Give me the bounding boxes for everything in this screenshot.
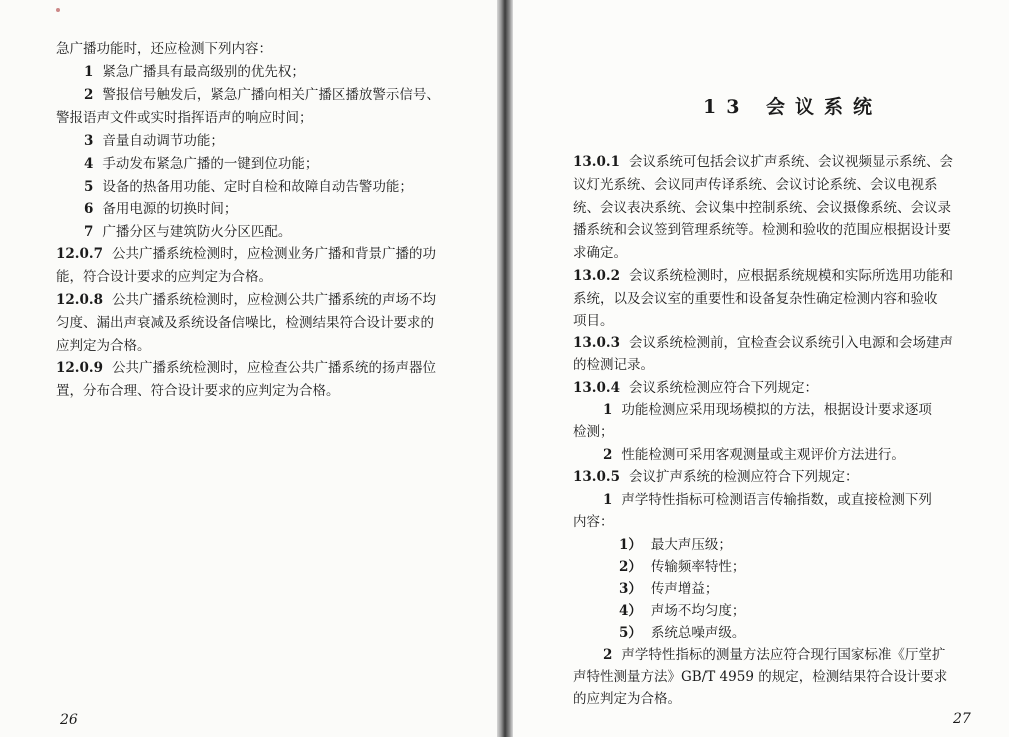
text-line: 议灯光系统、会议同声传译系统、会议讨论系统、会议电视系 xyxy=(573,177,938,193)
page-number: 26 xyxy=(60,712,78,728)
sub-item: 4） 声场不均匀度； xyxy=(619,603,746,619)
list-item: 7 广播分区与建筑防火分区匹配。 xyxy=(84,224,292,240)
text-line: 急广播功能时，还应检测下列内容： xyxy=(56,41,272,57)
clause: 12.0.8 公共广播系统检测时，应检测公共广播系统的声场不均 xyxy=(56,292,436,308)
text-line: 检测； xyxy=(573,424,614,440)
text-line: 项目。 xyxy=(573,313,614,329)
sub-item: 1） 最大声压级； xyxy=(619,537,732,553)
list-item: 1 功能检测应采用现场模拟的方法，根据设计要求逐项 xyxy=(603,402,932,418)
list-item: 4 手动发布紧急广播的一键到位功能； xyxy=(84,156,319,172)
clause: 13.0.2 会议系统检测时，应根据系统规模和实际所选用功能和 xyxy=(573,268,953,284)
sub-item: 3） 传声增益； xyxy=(619,581,719,597)
clause: 13.0.5 会议扩声系统的检测应符合下列规定： xyxy=(573,469,859,485)
text-line: 的应判定为合格。 xyxy=(573,691,681,707)
book-gutter xyxy=(497,0,513,737)
list-item: 2 性能检测可采用客观测量或主观评价方法进行。 xyxy=(603,447,905,463)
page-number: 27 xyxy=(953,711,971,727)
chapter-title: 13 会议系统 xyxy=(703,96,883,118)
text-line: 统、会议表决系统、会议集中控制系统、会议摄像系统、会议录 xyxy=(573,200,951,216)
text-line: 求确定。 xyxy=(573,245,627,261)
text-line: 应判定为合格。 xyxy=(56,338,151,354)
sub-item: 2） 传输频率特性； xyxy=(619,559,746,575)
text-line: 匀度、漏出声衰减及系统设备信噪比，检测结果符合设计要求的 xyxy=(56,315,434,331)
text-line: 的检测记录。 xyxy=(573,357,654,373)
list-item: 1 声学特性指标可检测语言传输指数，或直接检测下列 xyxy=(603,492,932,508)
list-item: 1 紧急广播具有最高级别的优先权； xyxy=(84,64,305,80)
clause: 12.0.9 公共广播系统检测时，应检查公共广播系统的扬声器位 xyxy=(56,360,436,376)
text-line: 置，分布合理、符合设计要求的应判定为合格。 xyxy=(56,383,340,399)
paper-speck xyxy=(56,8,60,12)
list-item: 3 音量自动调节功能； xyxy=(84,133,224,149)
text-line: 声特性测量方法》GB/T 4959 的规定，检测结果符合设计要求 xyxy=(573,669,948,685)
list-item: 6 备用电源的切换时间； xyxy=(84,201,238,217)
text-line: 系统，以及会议室的重要性和设备复杂性确定检测内容和验收 xyxy=(573,291,938,307)
clause: 13.0.1 会议系统可包括会议扩声系统、会议视频显示系统、会 xyxy=(573,154,953,170)
text-line: 内容： xyxy=(573,514,614,530)
right-page xyxy=(513,0,1009,737)
clause: 13.0.3 会议系统检测前，宜检查会议系统引入电源和会场建声 xyxy=(573,335,953,351)
list-item: 5 设备的热备用功能、定时自检和故障自动告警功能； xyxy=(84,179,413,195)
clause: 12.0.7 公共广播系统检测时，应检测业务广播和背景广播的功 xyxy=(56,246,436,262)
text-line: 能，符合设计要求的应判定为合格。 xyxy=(56,269,272,285)
text-line: 播系统和会议签到管理系统等。检测和验收的范围应根据设计要 xyxy=(573,222,951,238)
left-page xyxy=(0,0,497,737)
sub-item: 5） 系统总噪声级。 xyxy=(619,625,746,641)
clause: 13.0.4 会议系统检测应符合下列规定： xyxy=(573,380,818,396)
list-item: 2 警报信号触发后，紧急广播向相关广播区播放警示信号、 xyxy=(84,87,440,103)
list-item: 2 声学特性指标的测量方法应符合现行国家标准《厅堂扩 xyxy=(603,647,946,663)
text-line: 警报语声文件或实时指挥语声的响应时间； xyxy=(56,110,313,126)
